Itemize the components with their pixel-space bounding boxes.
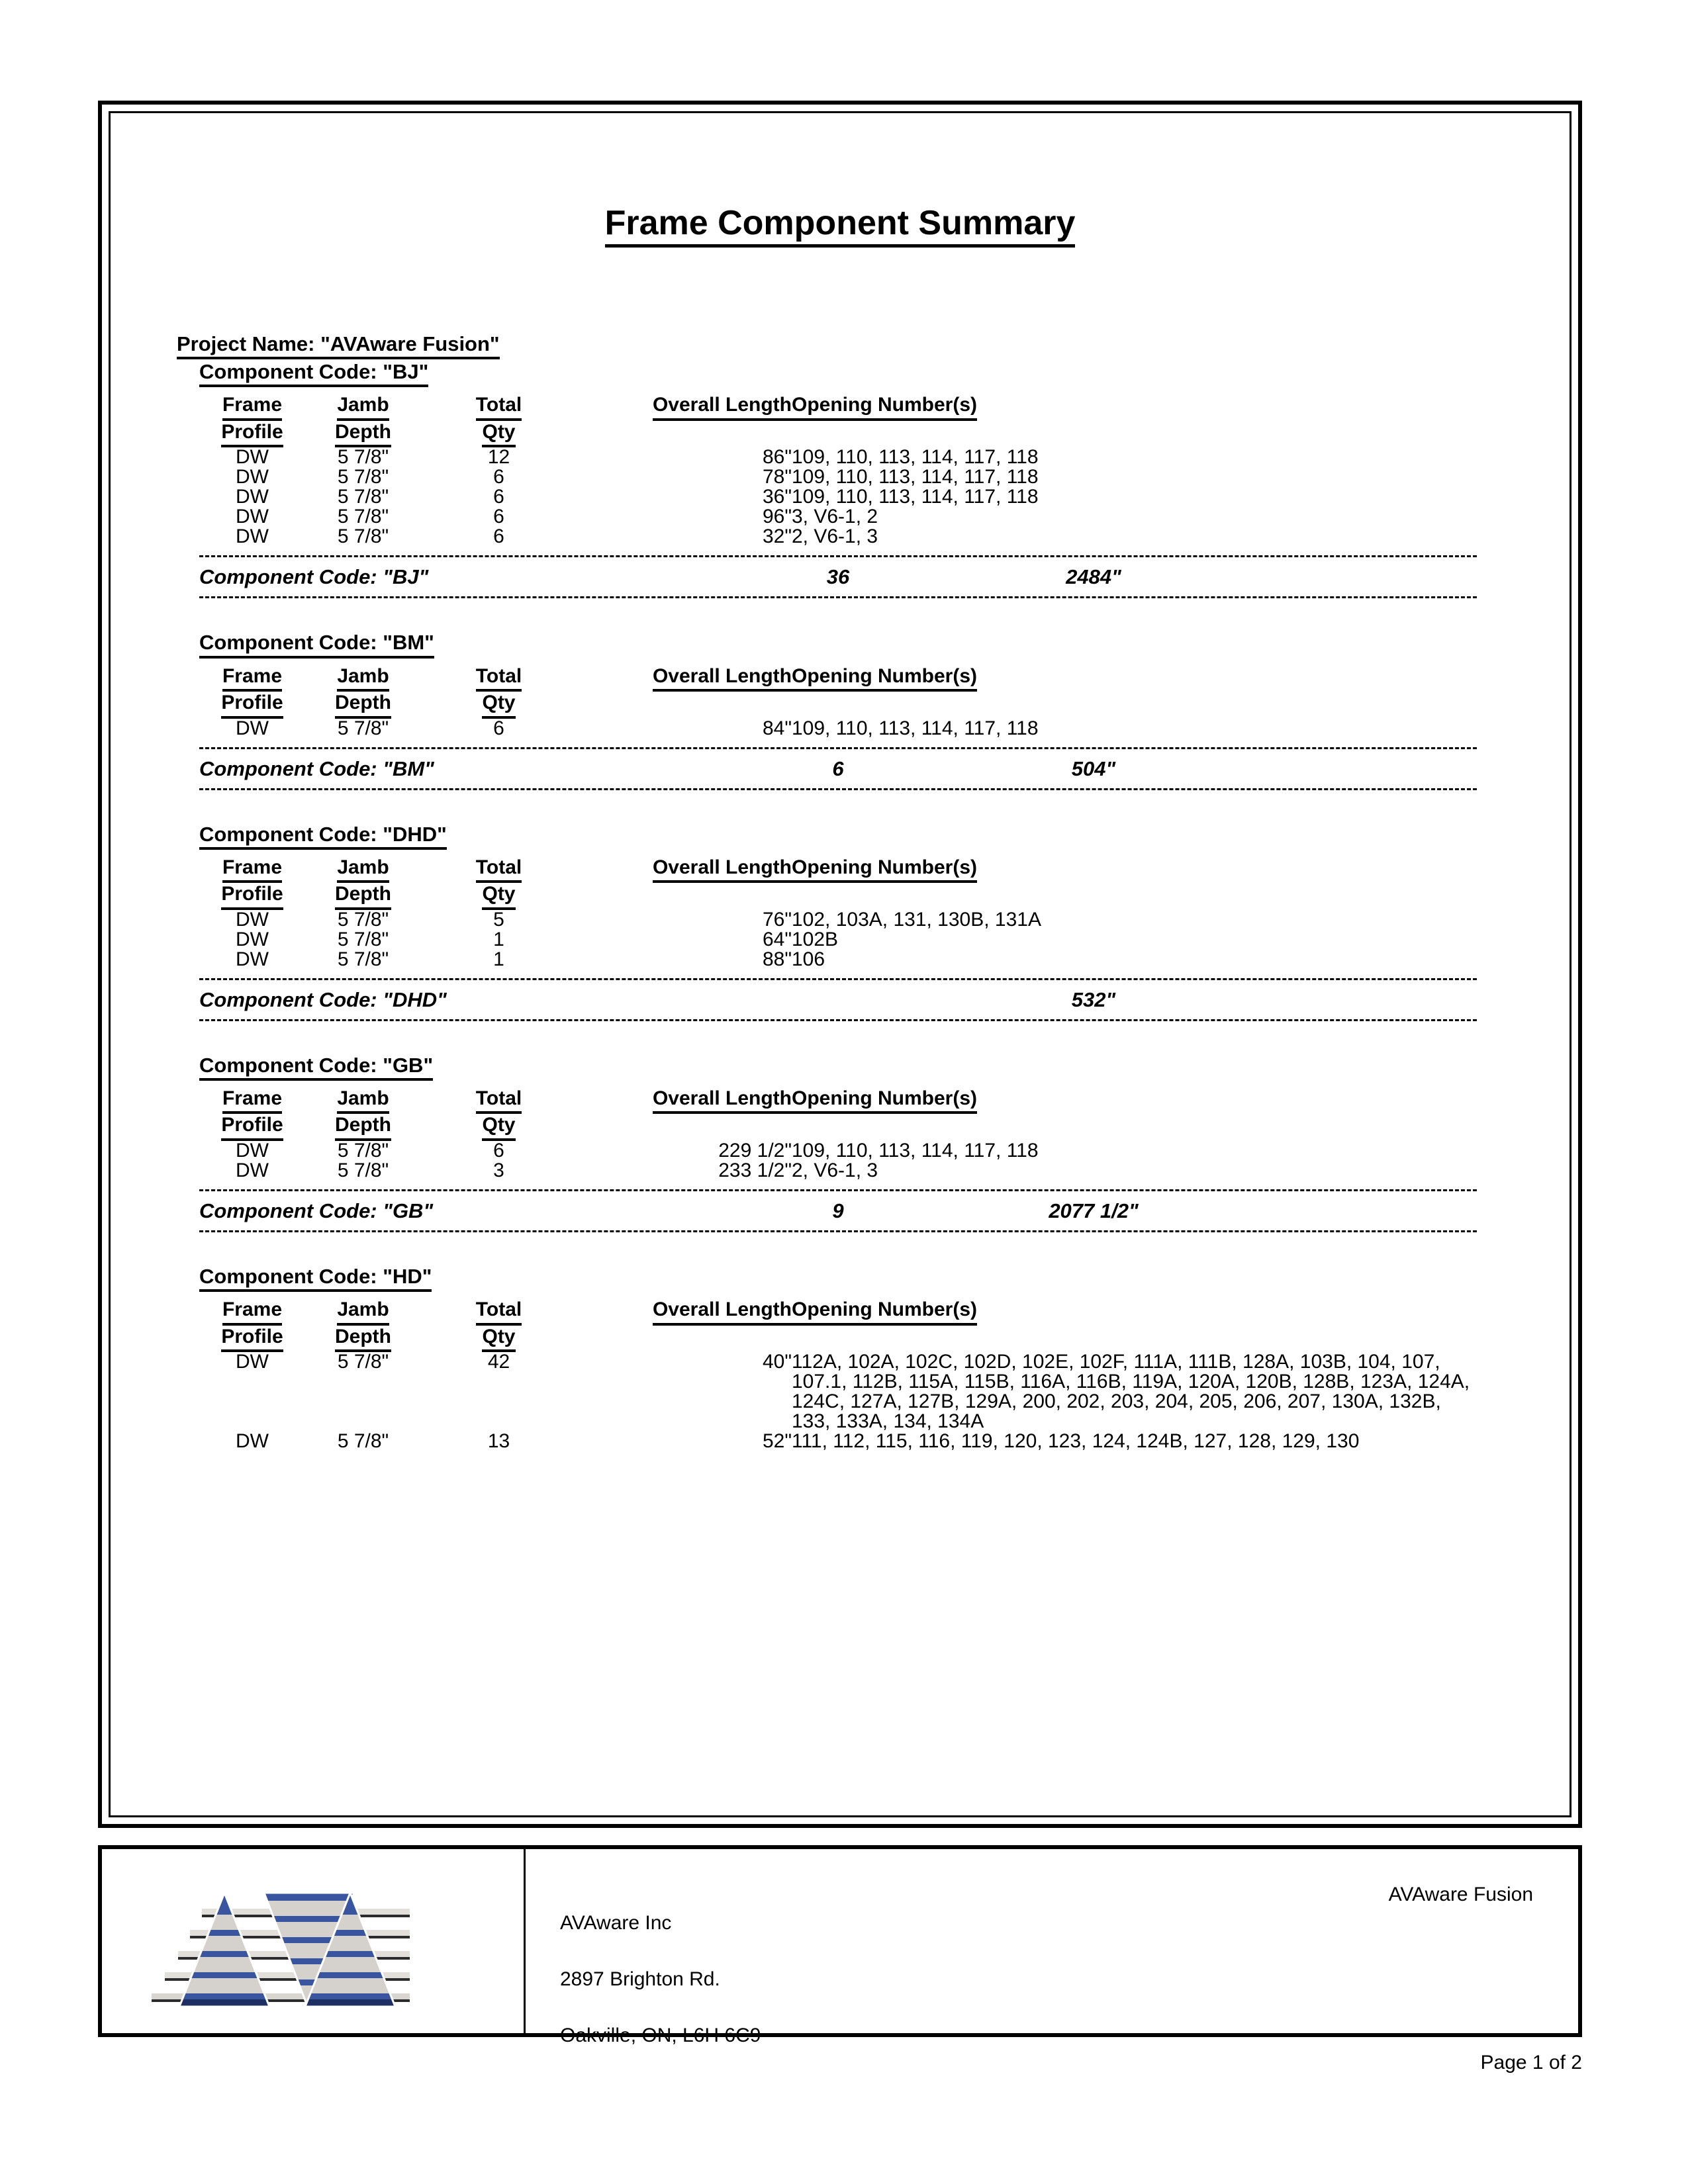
cell-total-qty: 5 [493, 908, 504, 931]
cell-opening-numbers: 3, V6-1, 2 [792, 506, 878, 528]
cell-total-qty: 42 [487, 1351, 510, 1373]
col-header-spacer-openings [792, 1326, 1477, 1353]
col-header-overall-length: Overall Length [577, 856, 792, 884]
table-row [199, 719, 1477, 739]
cell-frame-profile: DW [236, 486, 269, 508]
cell-jamb-depth: 5 7/8" [337, 446, 389, 469]
col-header-total-qty-2: Qty [421, 883, 577, 910]
cell-jamb-depth: 5 7/8" [337, 525, 389, 548]
table-body [199, 910, 1477, 970]
col-header-total-qty: Total [421, 856, 577, 884]
col-header-frame-profile: Frame [199, 1087, 305, 1115]
col-header-frame-profile-2: Profile [199, 421, 305, 448]
cell-opening-numbers: 111, 112, 115, 116, 119, 120, 123, 124, 124B, 127, 128, 129, 130 [792, 1430, 1360, 1453]
cell-frame-profile: DW [236, 908, 269, 931]
col-header-spacer-length [577, 1326, 792, 1353]
col-header-total-qty-2: Qty [421, 421, 577, 448]
table-header [199, 665, 1477, 719]
cell-total-qty: 6 [493, 1139, 504, 1161]
component-code-heading-line [177, 1264, 1530, 1292]
total-label: Component Code: "BJ" [199, 565, 429, 589]
cell-overall-length: 86" [762, 446, 792, 469]
col-header-spacer-openings [792, 883, 1477, 910]
col-header-frame-profile-2: Profile [199, 1326, 305, 1353]
cell-frame-profile: DW [236, 1159, 269, 1181]
col-header-spacer-length [577, 692, 792, 719]
col-header-overall-length: Overall Length [577, 1298, 792, 1326]
component-code-heading-line [177, 359, 1530, 387]
table-header-row-2 [199, 883, 1477, 910]
cell-overall-length: 64" [762, 928, 792, 950]
component-code-heading: Component Code: "DHD" [199, 822, 447, 850]
cell-frame-profile: DW [236, 717, 269, 739]
col-header-total-qty: Total [421, 1298, 577, 1326]
total-row [199, 749, 1477, 788]
cell-overall-length: 233 1/2" [718, 1159, 792, 1181]
cell-total-qty: 6 [493, 506, 504, 528]
cell-frame-profile: DW [236, 466, 269, 488]
footer-logo-cell [102, 1849, 526, 2033]
report-body [177, 332, 1530, 1451]
total-qty: 9 [832, 1199, 844, 1222]
cell-opening-numbers: 112A, 102A, 102C, 102D, 102E, 102F, 111A, 111B, 128A, 103B, 104, 107, 107.1, 112B, 115A, 115B, 116A, 116B, 119A, 120A, 120B, 128B, 123A, 124A, 124C, 127A, 127B, 129A, 200, 202, 203, 204, 205, 206, 207, 130A, 132B, 133, 133A, 134, 134A [792, 1351, 1470, 1433]
component-code-heading-line [177, 1053, 1530, 1081]
table-body [199, 1352, 1477, 1451]
component-section [177, 1232, 1530, 1451]
cell-total-qty: 1 [493, 948, 504, 970]
component-code-heading: Component Code: "BJ" [199, 359, 428, 387]
col-header-jamb-depth-2: Depth [305, 883, 421, 910]
cell-total-qty: 6 [493, 525, 504, 548]
total-blank [1221, 1191, 1477, 1230]
cell-frame-profile: DW [236, 525, 269, 548]
section-spacer [177, 1021, 1530, 1053]
col-header-spacer-length [577, 1114, 792, 1141]
component-section [177, 598, 1530, 790]
col-header-jamb-depth-2: Depth [305, 692, 421, 719]
footer-text-cell [526, 1849, 1578, 2046]
table-row [199, 467, 1477, 487]
component-sections [177, 359, 1530, 1451]
col-header-opening-numbers: Opening Number(s) [792, 665, 1477, 692]
col-header-total-qty: Total [421, 394, 577, 421]
table-row [199, 1352, 1477, 1432]
table-header-row-1 [199, 856, 1477, 884]
col-header-frame-profile: Frame [199, 665, 305, 692]
page-number: Page 1 of 2 [1480, 2052, 1582, 2073]
col-header-total-qty: Total [421, 665, 577, 692]
total-blank [1221, 557, 1477, 596]
table-row [199, 910, 1477, 930]
col-header-frame-profile: Frame [199, 856, 305, 884]
table-row [199, 527, 1477, 547]
component-table [199, 1298, 1477, 1451]
component-section [177, 359, 1530, 598]
col-header-opening-numbers: Opening Number(s) [792, 1087, 1477, 1115]
col-header-frame-profile-2: Profile [199, 883, 305, 910]
table-header-row-2 [199, 1114, 1477, 1141]
table-body [199, 719, 1477, 739]
total-blank [1221, 749, 1477, 788]
table-header-row-2 [199, 1326, 1477, 1353]
total-row [199, 557, 1477, 596]
component-table [199, 665, 1477, 739]
component-section [177, 790, 1530, 1021]
col-header-jamb-depth-2: Depth [305, 421, 421, 448]
component-table [199, 856, 1477, 970]
cell-opening-numbers: 109, 110, 113, 114, 117, 118 [792, 717, 1039, 739]
cell-frame-profile: DW [236, 446, 269, 469]
total-overall-length: 2484" [1066, 565, 1121, 589]
cell-frame-profile: DW [236, 506, 269, 528]
col-header-jamb-depth: Jamb [305, 394, 421, 421]
company-name: AVAware Inc [560, 1911, 672, 1934]
table-row [199, 1141, 1477, 1161]
col-header-overall-length: Overall Length [577, 665, 792, 692]
cell-overall-length: 36" [762, 486, 792, 508]
cell-jamb-depth: 5 7/8" [337, 908, 389, 931]
cell-total-qty: 13 [487, 1430, 510, 1453]
col-header-spacer-openings [792, 421, 1477, 448]
col-header-frame-profile-2: Profile [199, 692, 305, 719]
col-header-opening-numbers: Opening Number(s) [792, 856, 1477, 884]
component-code-heading-line [177, 630, 1530, 658]
cell-jamb-depth: 5 7/8" [337, 1430, 389, 1453]
cell-opening-numbers: 102, 103A, 131, 130B, 131A [792, 908, 1041, 931]
table-header-row-1 [199, 665, 1477, 692]
col-header-spacer-openings [792, 1114, 1477, 1141]
table-header-row-1 [199, 394, 1477, 421]
total-label: Component Code: "DHD" [199, 987, 447, 1011]
company-address-line-2: Oakville, ON, L6H 6C9 [560, 2024, 761, 2046]
document-content [111, 113, 1570, 1815]
col-header-frame-profile: Frame [199, 1298, 305, 1326]
cell-jamb-depth: 5 7/8" [337, 506, 389, 528]
component-code-heading: Component Code: "BM" [199, 630, 434, 658]
table-row [199, 1432, 1477, 1451]
col-header-total-qty-2: Qty [421, 692, 577, 719]
table-body [199, 1141, 1477, 1181]
total-overall-length: 504" [1071, 756, 1116, 780]
page-border-inner [109, 111, 1571, 1817]
cell-jamb-depth: 5 7/8" [337, 928, 389, 950]
total-qty: 36 [826, 565, 850, 589]
cell-jamb-depth: 5 7/8" [337, 1139, 389, 1161]
col-header-jamb-depth-2: Depth [305, 1326, 421, 1353]
cell-overall-length: 32" [762, 525, 792, 548]
table-row [199, 507, 1477, 527]
cell-jamb-depth: 5 7/8" [337, 486, 389, 508]
cell-jamb-depth: 5 7/8" [337, 948, 389, 970]
table-row [199, 1161, 1477, 1181]
component-total-row [199, 980, 1477, 1019]
page-footer [98, 1845, 1582, 2046]
table-header-row-2 [199, 692, 1477, 719]
component-total-row [199, 1191, 1477, 1230]
cell-opening-numbers: 109, 110, 113, 114, 117, 118 [792, 466, 1039, 488]
cell-total-qty: 12 [487, 446, 510, 469]
cell-overall-length: 96" [762, 506, 792, 528]
cell-opening-numbers: 106 [792, 948, 825, 970]
table-body [199, 447, 1477, 547]
cell-overall-length: 40" [762, 1351, 792, 1373]
col-header-frame-profile: Frame [199, 394, 305, 421]
component-code-heading: Component Code: "GB" [199, 1053, 433, 1081]
col-header-spacer-length [577, 883, 792, 910]
cell-total-qty: 1 [493, 928, 504, 950]
section-spacer [177, 1232, 1530, 1264]
cell-overall-length: 88" [762, 948, 792, 970]
col-header-overall-length: Overall Length [577, 1087, 792, 1115]
col-header-total-qty-2: Qty [421, 1114, 577, 1141]
table-header-row-1 [199, 1087, 1477, 1115]
cell-frame-profile: DW [236, 1430, 269, 1453]
cell-total-qty: 6 [493, 717, 504, 739]
cell-opening-numbers: 109, 110, 113, 114, 117, 118 [792, 1139, 1039, 1161]
col-header-jamb-depth: Jamb [305, 856, 421, 884]
cell-jamb-depth: 5 7/8" [337, 466, 389, 488]
cell-opening-numbers: 109, 110, 113, 114, 117, 118 [792, 486, 1039, 508]
table-row [199, 950, 1477, 970]
component-code-heading: Component Code: "HD" [199, 1264, 432, 1292]
cell-opening-numbers: 109, 110, 113, 114, 117, 118 [792, 446, 1039, 469]
cell-total-qty: 6 [493, 486, 504, 508]
cell-frame-profile: DW [236, 948, 269, 970]
total-overall-length: 532" [1071, 987, 1116, 1011]
page-title-text: Frame Component Summary [605, 204, 1076, 248]
company-address-block [560, 1881, 761, 2078]
col-header-overall-length: Overall Length [577, 394, 792, 421]
cell-overall-length: 229 1/2" [718, 1139, 792, 1161]
table-header [199, 1087, 1477, 1141]
col-header-jamb-depth: Jamb [305, 665, 421, 692]
cell-overall-length: 78" [762, 466, 792, 488]
cell-opening-numbers: 2, V6-1, 3 [792, 1159, 878, 1181]
section-spacer [177, 598, 1530, 630]
table-row [199, 487, 1477, 507]
cell-total-qty: 6 [493, 466, 504, 488]
total-label: Component Code: "GB" [199, 1199, 434, 1222]
section-spacer [177, 790, 1530, 822]
col-header-total-qty-2: Qty [421, 1326, 577, 1353]
total-overall-length: 2077 1/2" [1049, 1199, 1139, 1222]
table-header [199, 1298, 1477, 1352]
cell-jamb-depth: 5 7/8" [337, 717, 389, 739]
component-code-heading-line [177, 822, 1530, 850]
total-label: Component Code: "BM" [199, 756, 434, 780]
table-header [199, 856, 1477, 910]
avaware-logo-icon [152, 1881, 483, 2013]
component-total-row [199, 557, 1477, 596]
total-qty: 6 [832, 756, 844, 780]
table-header-row-2 [199, 421, 1477, 448]
table-header [199, 394, 1477, 447]
table-header-row-1 [199, 1298, 1477, 1326]
cell-jamb-depth: 5 7/8" [337, 1351, 389, 1373]
col-header-opening-numbers: Opening Number(s) [792, 394, 1477, 421]
component-total-row [199, 749, 1477, 788]
cell-jamb-depth: 5 7/8" [337, 1159, 389, 1181]
col-header-spacer-openings [792, 692, 1477, 719]
col-header-opening-numbers: Opening Number(s) [792, 1298, 1477, 1326]
cell-frame-profile: DW [236, 928, 269, 950]
project-name-label: Project Name: "AVAware Fusion" [177, 332, 500, 359]
component-section [177, 1021, 1530, 1232]
page-title [111, 203, 1570, 243]
cell-total-qty: 3 [493, 1159, 504, 1181]
col-header-jamb-depth-2: Depth [305, 1114, 421, 1141]
cell-opening-numbers: 2, V6-1, 3 [792, 525, 878, 548]
component-table [199, 394, 1477, 547]
cell-opening-numbers: 102B [792, 928, 839, 950]
total-row [199, 1191, 1477, 1230]
col-header-jamb-depth: Jamb [305, 1087, 421, 1115]
page-border-outer [98, 101, 1582, 1828]
col-header-spacer-length [577, 421, 792, 448]
cell-overall-length: 76" [762, 908, 792, 931]
company-address-line-1: 2897 Brighton Rd. [560, 1968, 720, 1990]
footer-project-name: AVAware Fusion [1388, 1884, 1533, 1905]
total-qty [710, 980, 966, 1019]
cell-frame-profile: DW [236, 1351, 269, 1373]
col-header-total-qty: Total [421, 1087, 577, 1115]
cell-overall-length: 84" [762, 717, 792, 739]
cell-overall-length: 52" [762, 1430, 792, 1453]
cell-frame-profile: DW [236, 1139, 269, 1161]
table-row [199, 930, 1477, 950]
project-name-line [177, 332, 1530, 359]
col-header-jamb-depth: Jamb [305, 1298, 421, 1326]
total-blank [1221, 980, 1477, 1019]
total-row [199, 980, 1477, 1019]
component-table [199, 1087, 1477, 1181]
col-header-frame-profile-2: Profile [199, 1114, 305, 1141]
table-row [199, 447, 1477, 467]
